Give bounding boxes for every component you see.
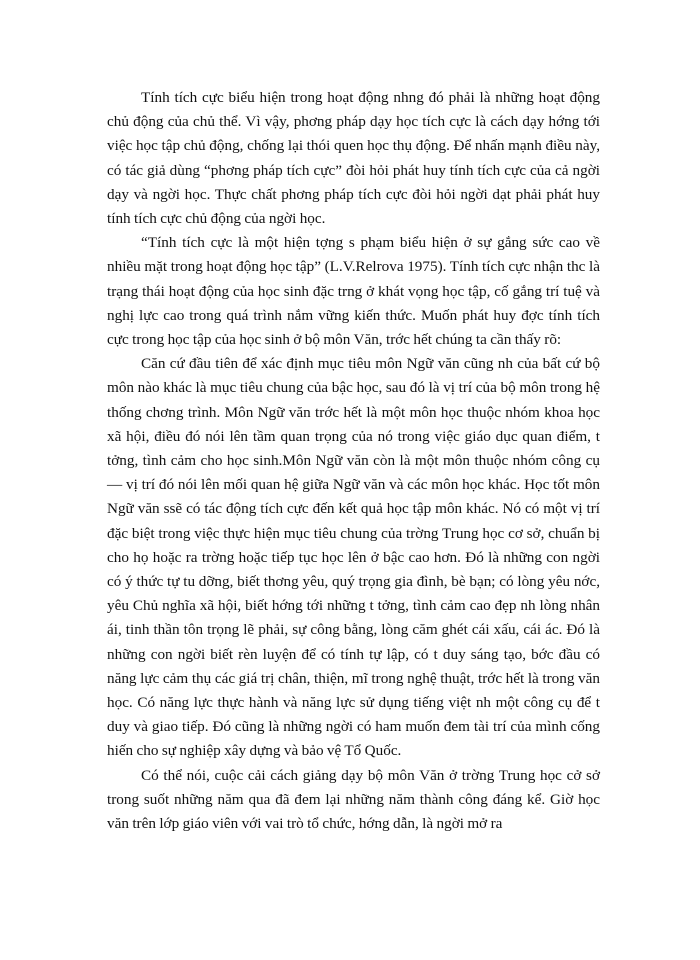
paragraph-definition: “Tính tích cực là một hiện tợng s phạm biểu hiện ở sự gắng sức cao về nhiều mặt trong hoạt động học tập” (L.V.Relrova 1975). Tính tích cực nhận thc là trạng thái hoạt động của học sinh đặc trng ở khát vọng học tập, cố gắng trí tuệ và nghị lực cao trong quá trình nắm vững kiến thức. Muốn phát huy đợc tính tích cực trong học tập của học sinh ở bộ môn Văn, trớc hết chúng ta cần thấy rõ:: [107, 234, 600, 349]
paragraph-reform: Có thể nói, cuộc cải cách giảng dạy bộ môn Văn ở trờng Trung học cở sở trong suốt những năm qua đã đem lại những năm thành công đáng kể. Giờ học văn trên lớp giáo viên với vai trò tổ chức, hớng dẫn, là ngời mở ra: [107, 766, 600, 833]
paragraph-objectives: Căn cứ đầu tiên để xác định mục tiêu môn Ngữ văn cũng nh của bất cứ bộ môn nào khác là mục tiêu chung của bậc học, sau đó là vị trí của bộ môn trong hệ thống chơng trình. Môn Ngữ văn trớc hết là một môn học thuộc nhóm khoa học xã hội, điều đó nói lên tầm quan trọng của nó trong việc giáo dục quan điểm, t tởng, tình cảm cho học sinh.Môn Ngữ văn còn là một môn thuộc nhóm công cụ — vị trí đó nói lên mối quan hệ giữa Ngữ văn và các môn học khác. Học tốt môn Ngữ văn ssẽ có tác động tích cực đến kết quả học tập môn khác. Nó có một vị trí đặc biệt trong việc thực hiện mục tiêu chung của trờng Trung học cơ sở, chuẩn bị cho họ hoặc ra trờng hoặc tiếp tục học lên ở bậc cao hơn. Đó là những con ngời có ý thức tự tu dỡng, biết thơng yêu, quý trọng gia đình, bè bạn; có lòng yêu nớc, yêu Chủ nghĩa xã hội, biết hớng tới những t tởng, tình cảm cao đẹp nh lòng nhân ái, tinh thần tôn trọng lẽ phải, sự công bằng, lòng căm ghét cái xấu, cái ác. Đó là những con ngời biết rèn luyện để có tính tự lập, có t duy sáng tạo, bớc đầu có năng lực cảm thụ các giá trị chân, thiện, mĩ trong nghệ thuật, trớc hết là trong văn học. Có năng lực thực hành và năng lực sử dụng tiếng việt nh một công cụ để t duy và giao tiếp. Đó cũng là những ngời có ham muốn đem tài trí của mình cống hiến cho sự nghiệp xây dựng và bảo vệ Tổ Quốc.: [107, 355, 600, 760]
paragraph-active-learning: Tính tích cực biểu hiện trong hoạt động nhng đó phải là những hoạt động chủ động của chủ thể. Vì vậy, phơng pháp dạy học tích cực là cách dạy hớng tới việc học tập chủ động, chống lại thói quen học thụ động. Để nhấn mạnh điều này, có tác giả dùng “phơng pháp tích cực” đòi hỏi phát huy tính tích cực của cả ngời dạy và ngời học. Thực chất phơng pháp tích cực đòi hỏi ngời dạt phải phát huy tính tích cực chủ động của ngời học.: [107, 89, 600, 228]
body-text: [107, 86, 600, 836]
